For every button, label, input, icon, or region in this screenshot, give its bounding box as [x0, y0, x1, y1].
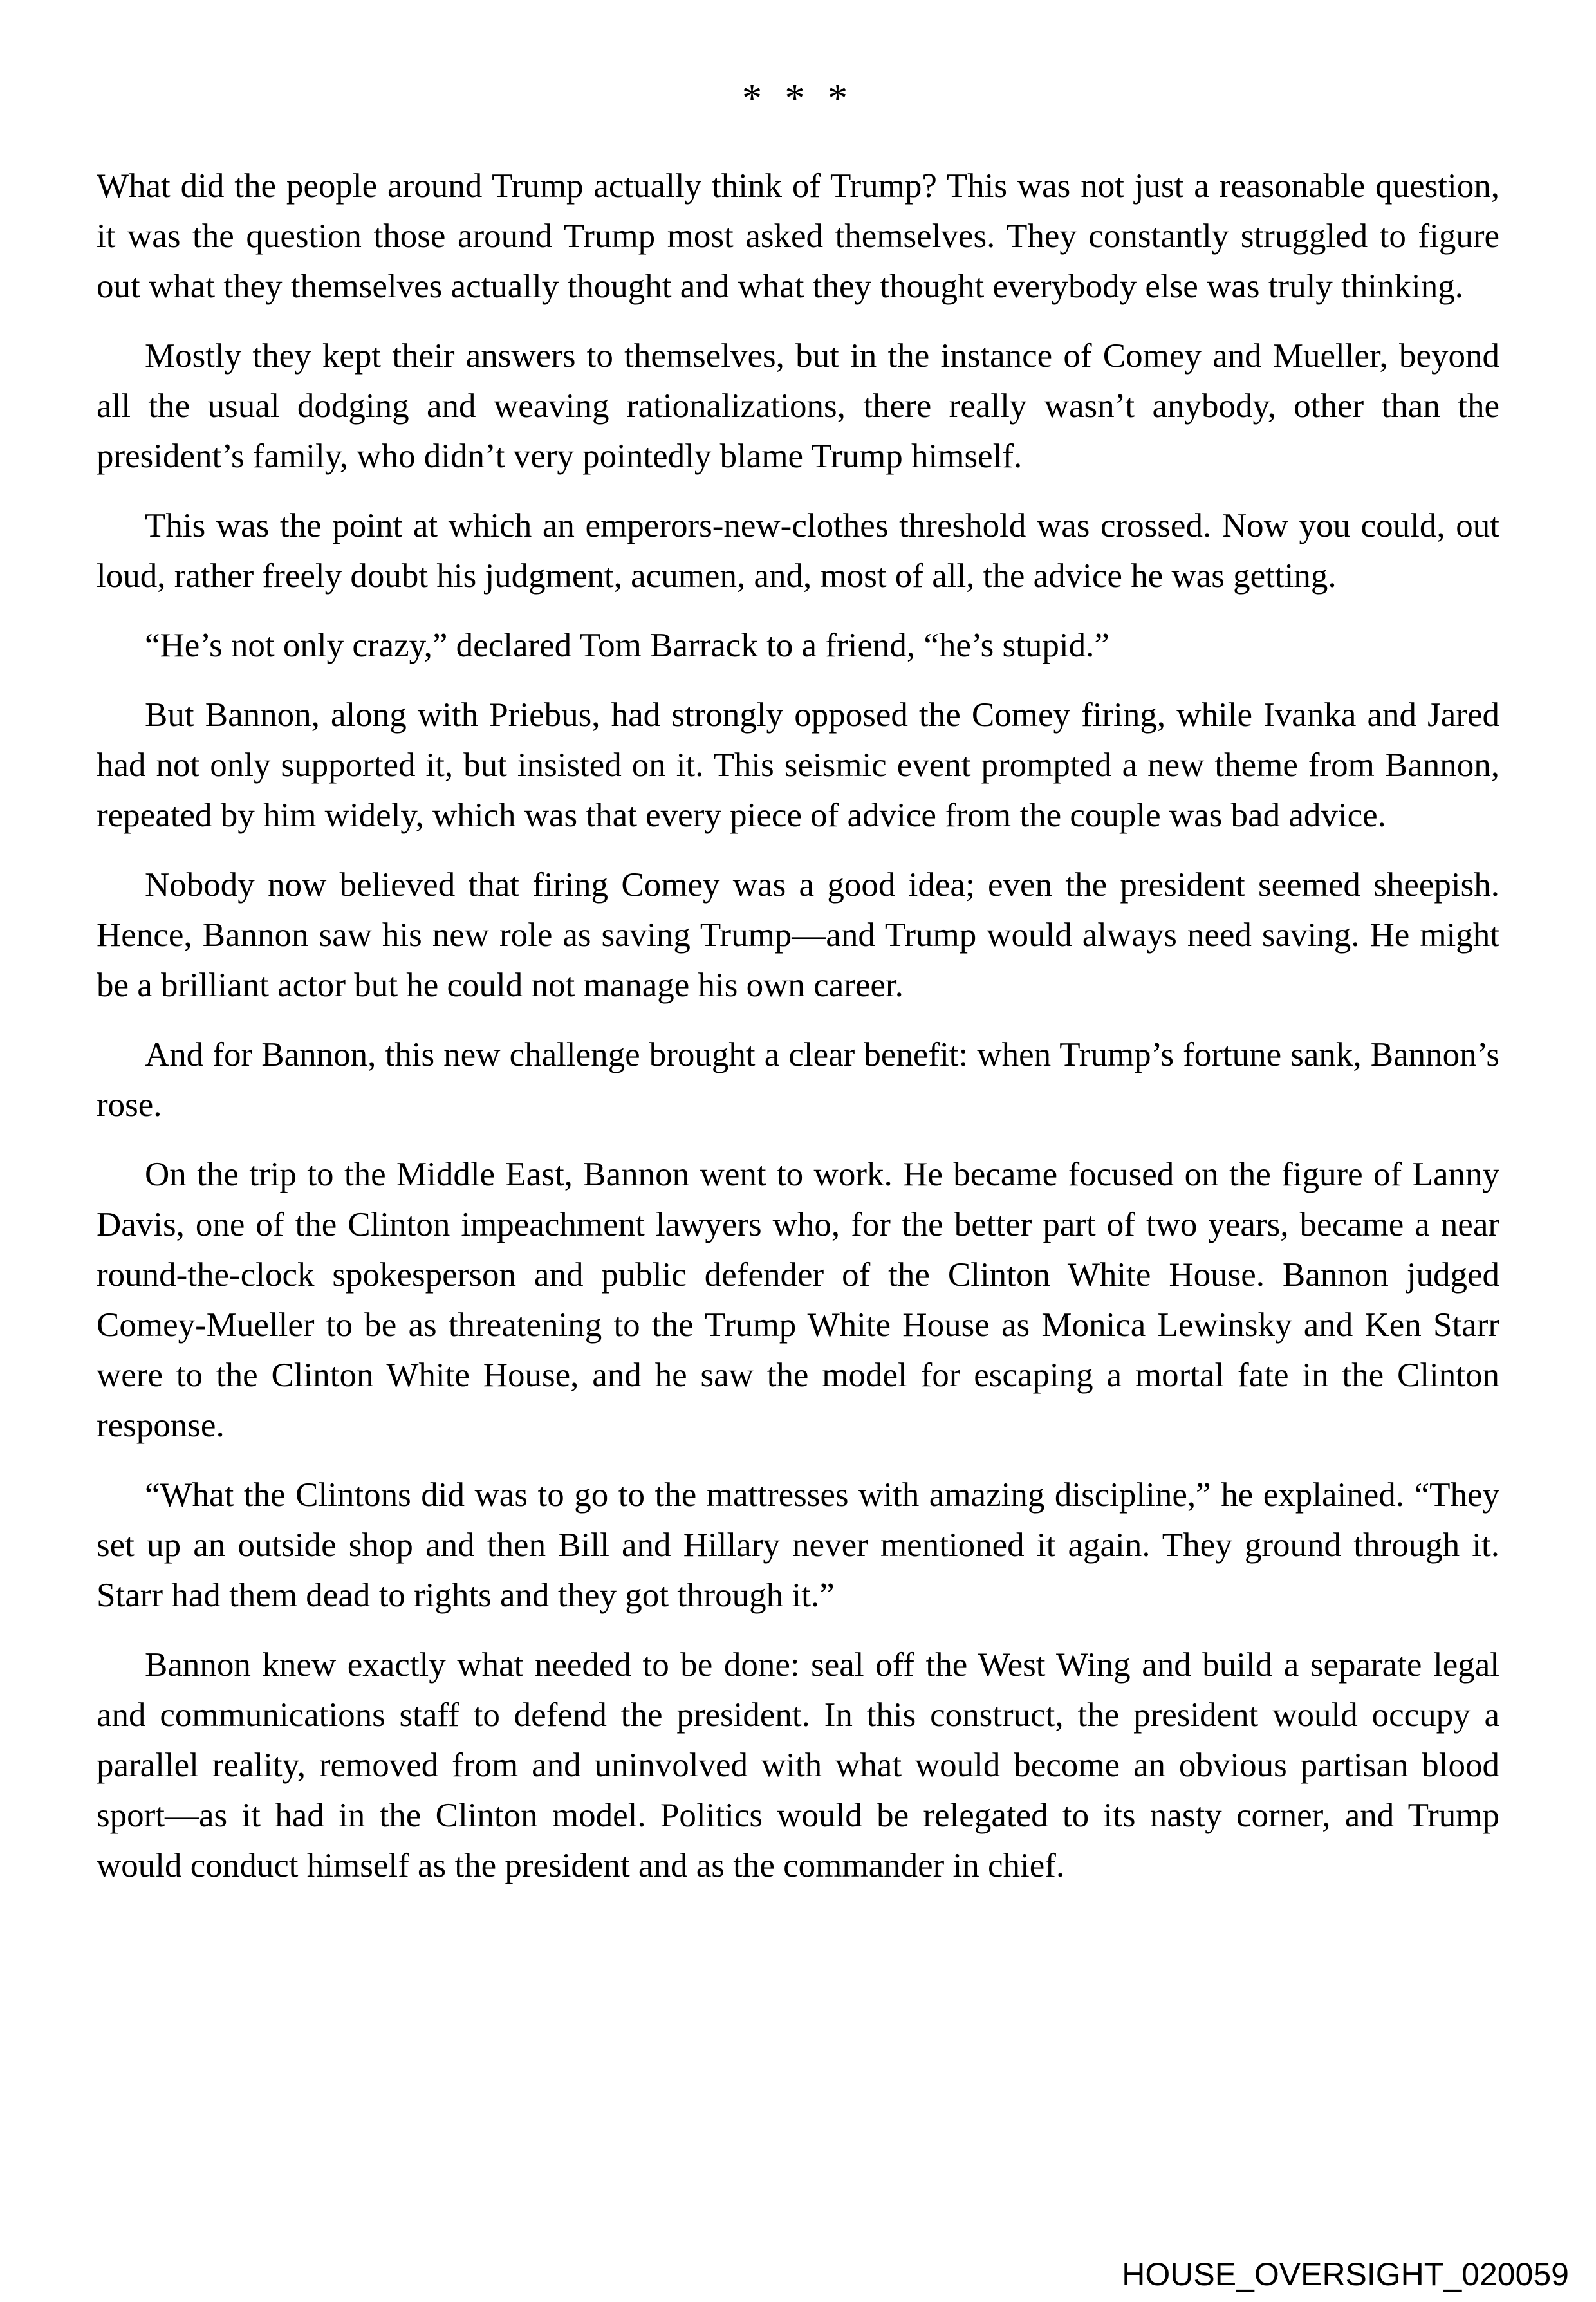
paragraph: On the trip to the Middle East, Bannon went to work. He became focused on the figure of Lanny Davis, one of the Clinton impeachment lawyers who, for the better part of two years, became a near round-the-clock spokesperson and public defender of the Clinton White House. Bannon judged Comey-Mueller to be as threatening to the Trump White House as Monica Lewinsky and Ken Starr were to the Clinton White House, and he saw the model for escaping a mortal fate in the Clinton response. [97, 1156, 1499, 1444]
section-break-asterisks: * * * [742, 77, 854, 120]
paragraph: “What the Clintons did was to go to the mattresses with amazing discipline,” he explained. “They set up an outside shop and then Bill and Hillary never mentioned it again. They ground through it. Starr had them dead to rights and they got through it.” [97, 1476, 1499, 1614]
paragraph: Mostly they kept their answers to themselves, but in the instance of Comey and Mueller, beyond all the usual dodging and weaving rationalizations, there really wasn’t anybody, other than the president’s family, who didn’t very pointedly blame Trump himself. [97, 337, 1499, 475]
paragraph: This was the point at which an emperors-new-clothes threshold was crossed. Now you could, out loud, rather freely doubt his judgment, acumen, and, most of all, the advice he was getting. [97, 507, 1499, 595]
paragraph: “He’s not only crazy,” declared Tom Barrack to a friend, “he’s stupid.” [145, 627, 1109, 664]
paragraph: Nobody now believed that firing Comey was a good idea; even the president seemed sheepish. Hence, Bannon saw his new role as saving Trump—and Trump would always need saving. He might be a brilliant actor but he could not manage his own career. [97, 866, 1499, 1004]
paragraph: What did the people around Trump actually think of Trump? This was not just a reasonable question, it was the question those around Trump most asked themselves. They constantly struggled to figure out what they themselves actually thought and what they thought everybody else was truly thinking. [97, 167, 1499, 305]
paragraph: But Bannon, along with Priebus, had strongly opposed the Comey firing, while Ivanka and Jared had not only supported it, but insisted on it. This seismic event prompted a new theme from Bannon, repeated by him widely, which was that every piece of advice from the couple was bad advice. [97, 696, 1499, 834]
paragraph: Bannon knew exactly what needed to be done: seal off the West Wing and build a separate legal and communications staff to defend the president. In this construct, the president would occupy a parallel reality, removed from and uninvolved with what would become an obvious partisan blood sport—as it had in the Clinton model. Politics would be relegated to its nasty corner, and Trump would conduct himself as the president and as the commander in chief. [97, 1646, 1499, 1884]
paragraph: And for Bannon, this new challenge brought a clear benefit: when Trump’s fortune sank, Bannon’s rose. [97, 1036, 1499, 1124]
bates-stamp: HOUSE_OVERSIGHT_020059 [1122, 2256, 1569, 2292]
body-text [97, 161, 1499, 1910]
